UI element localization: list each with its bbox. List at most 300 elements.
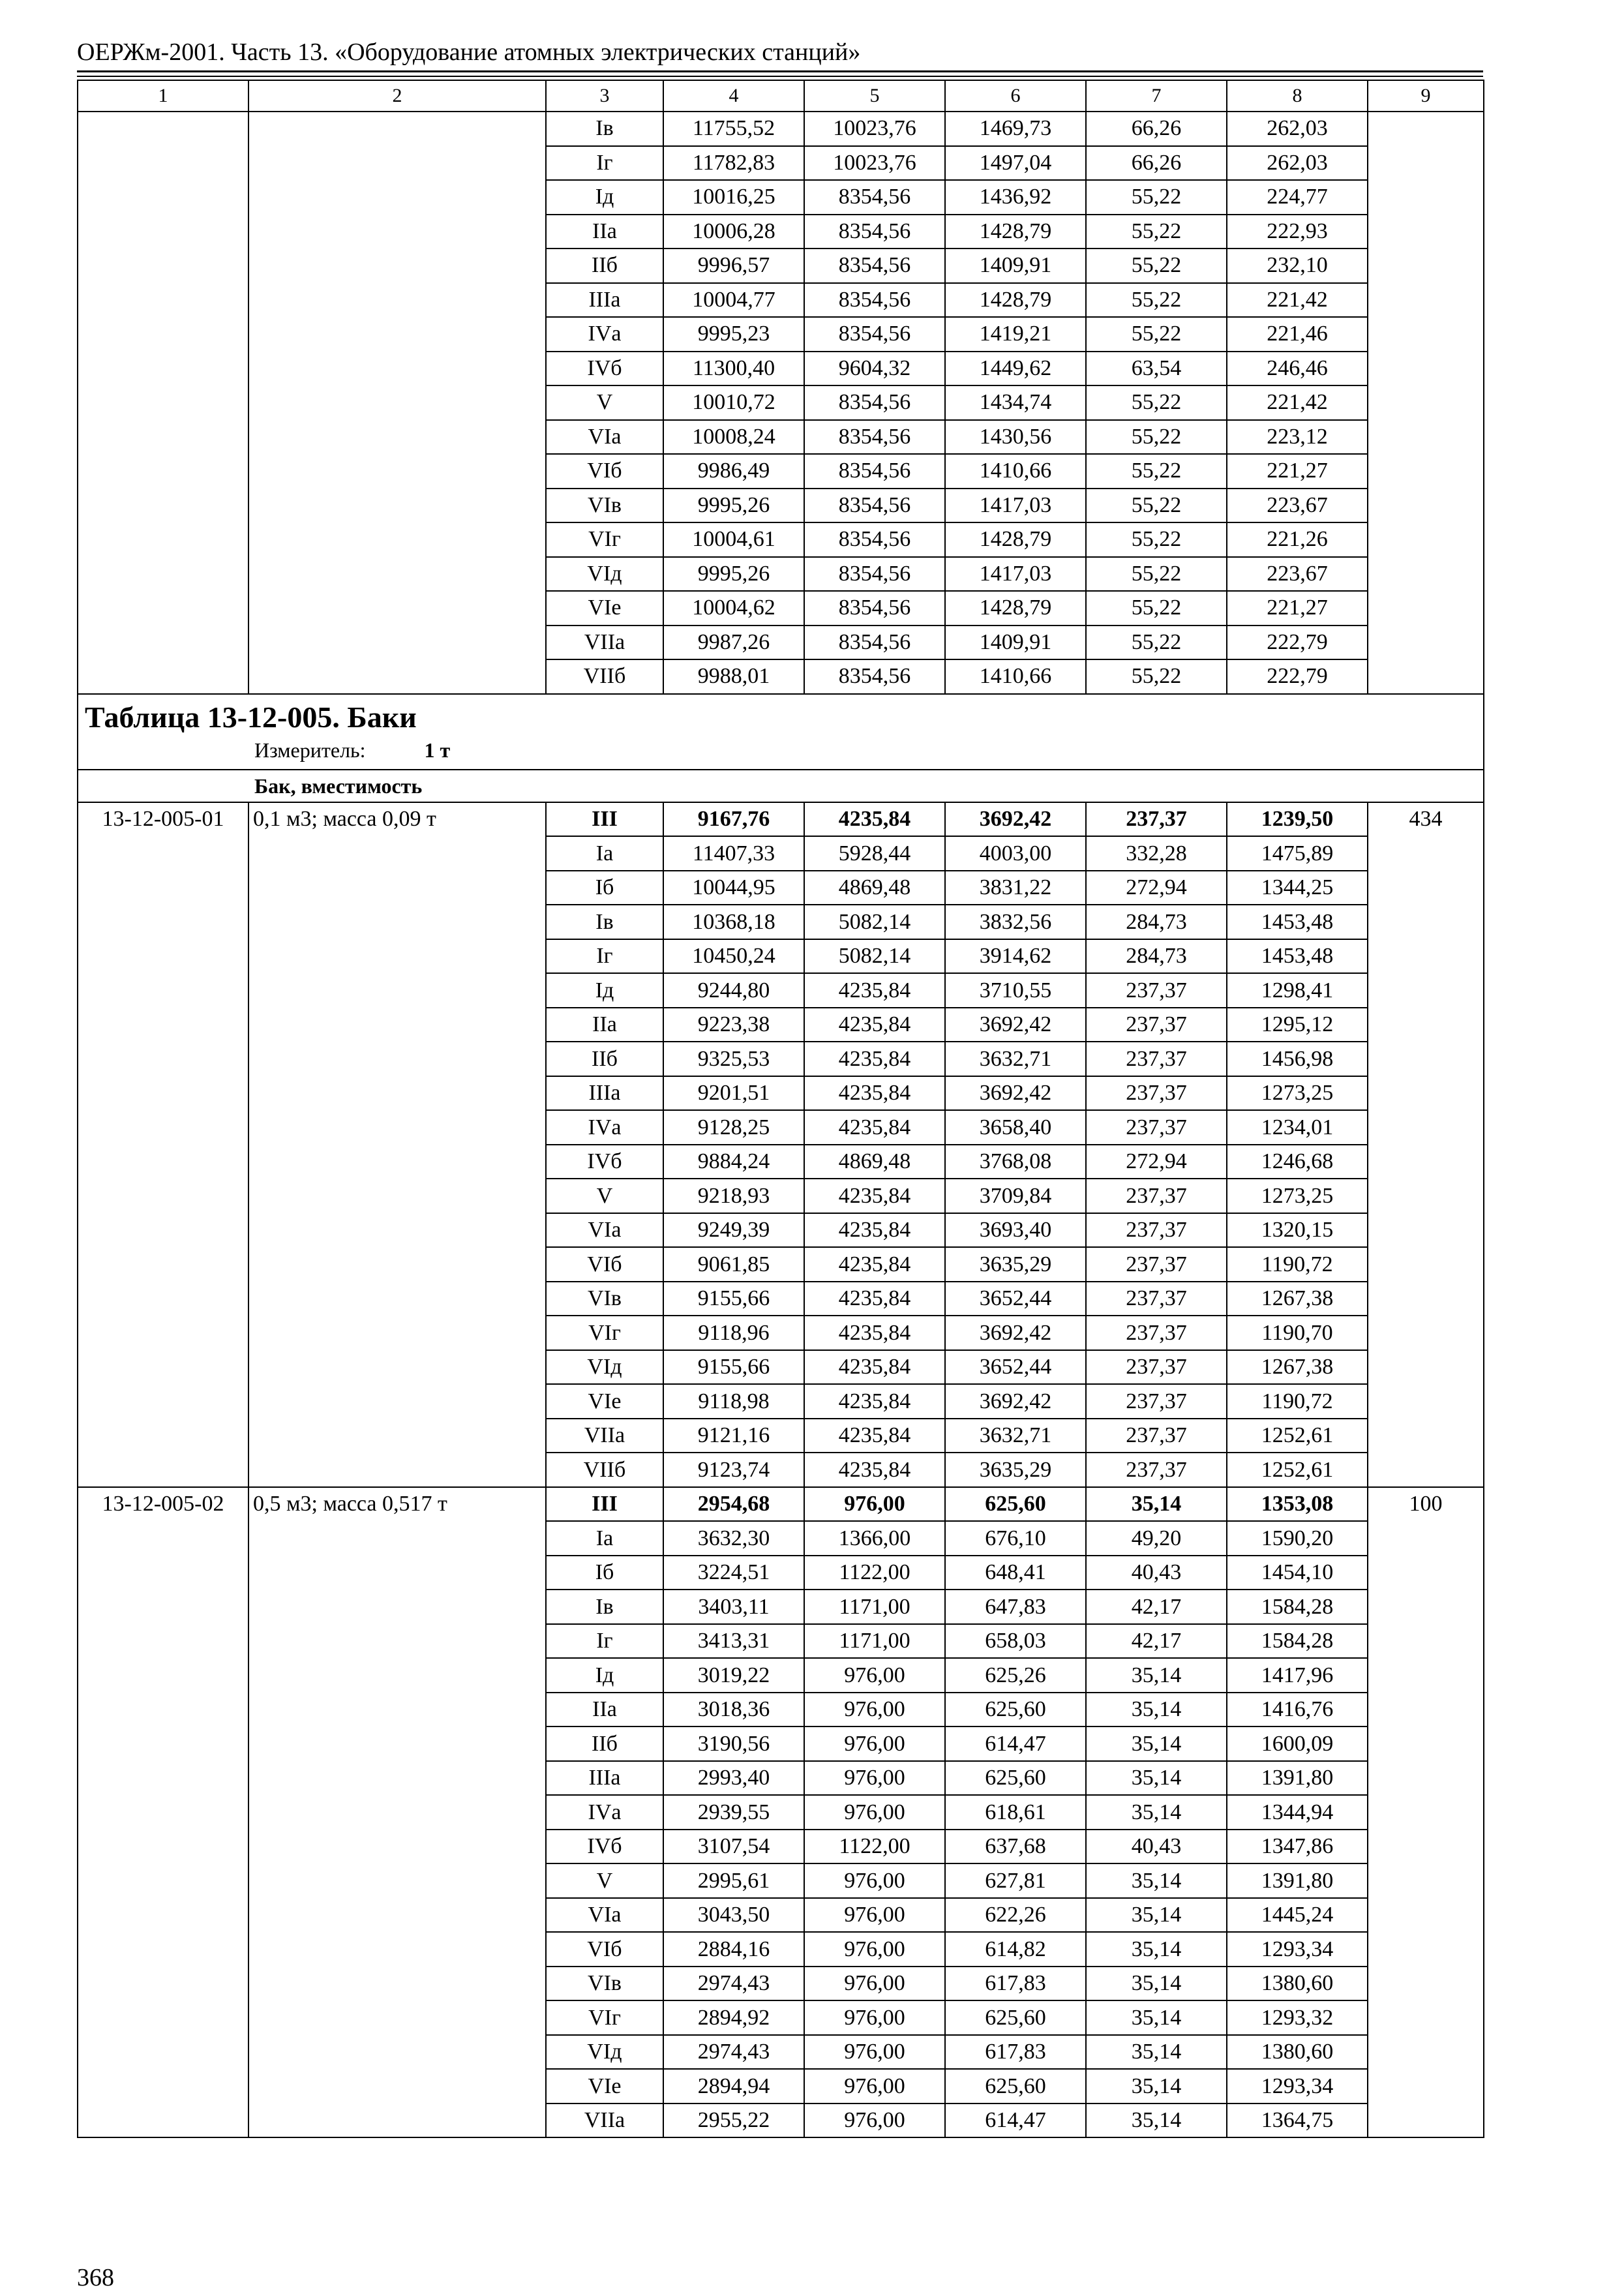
value-cell: 55,22 — [1086, 591, 1227, 626]
value-cell: 9155,66 — [663, 1282, 804, 1316]
value-cell: 1295,12 — [1227, 1008, 1368, 1042]
value-cell: 1600,09 — [1227, 1727, 1368, 1761]
value-cell: 237,37 — [1086, 1042, 1227, 1076]
value-cell: 976,00 — [804, 1932, 945, 1967]
value-cell: 1419,21 — [945, 317, 1086, 352]
value-cell: 35,14 — [1086, 1727, 1227, 1761]
value-cell: 262,03 — [1227, 112, 1368, 146]
column-number: 9 — [1368, 80, 1484, 112]
value-cell: 9061,85 — [663, 1247, 804, 1282]
column-number: 4 — [663, 80, 804, 112]
value-cell: 976,00 — [804, 2069, 945, 2104]
value-cell: 4235,84 — [804, 1282, 945, 1316]
value-cell: 40,43 — [1086, 1556, 1227, 1590]
table-body — [78, 80, 1484, 2137]
zone-cell: Iв — [546, 112, 663, 146]
value-cell: 262,03 — [1227, 146, 1368, 181]
value-cell: 8354,56 — [804, 180, 945, 215]
value-cell: 625,60 — [945, 2069, 1086, 2104]
value-cell: 1416,76 — [1227, 1693, 1368, 1727]
value-cell: 2974,43 — [663, 1967, 804, 2001]
item-col9: 100 — [1368, 1487, 1484, 2138]
value-cell: 1445,24 — [1227, 1898, 1368, 1933]
value-cell: 2995,61 — [663, 1863, 804, 1898]
value-cell: 10004,62 — [663, 591, 804, 626]
value-cell: 3403,11 — [663, 1590, 804, 1624]
value-cell: 1252,61 — [1227, 1453, 1368, 1487]
value-cell: 55,22 — [1086, 522, 1227, 557]
value-cell: 3107,54 — [663, 1830, 804, 1864]
value-cell: 2993,40 — [663, 1761, 804, 1796]
value-cell: 1410,66 — [945, 454, 1086, 489]
value-cell: 1428,79 — [945, 591, 1086, 626]
value-cell: 1391,80 — [1227, 1863, 1368, 1898]
value-cell: 222,93 — [1227, 215, 1368, 249]
value-cell: 11755,52 — [663, 112, 804, 146]
value-cell: 3632,71 — [945, 1419, 1086, 1453]
value-cell: 637,68 — [945, 1830, 1086, 1864]
value-cell: 2974,43 — [663, 2035, 804, 2070]
value-cell: 976,00 — [804, 1658, 945, 1693]
value-cell: 66,26 — [1086, 146, 1227, 181]
value-cell: 2955,22 — [663, 2104, 804, 2138]
value-cell: 3632,30 — [663, 1521, 804, 1556]
value-cell: 1252,61 — [1227, 1419, 1368, 1453]
value-cell: 3692,42 — [945, 1316, 1086, 1350]
value-cell: 1454,10 — [1227, 1556, 1368, 1590]
zone-cell: VIд — [546, 557, 663, 592]
value-cell: 284,73 — [1086, 905, 1227, 939]
value-cell: 237,37 — [1086, 1179, 1227, 1213]
value-cell: 1239,50 — [1227, 802, 1368, 837]
zone-cell: III — [546, 802, 663, 837]
value-cell: 40,43 — [1086, 1830, 1227, 1864]
value-cell: 1353,08 — [1227, 1487, 1368, 1522]
value-cell: 976,00 — [804, 1487, 945, 1522]
zone-cell: VIIа — [546, 1419, 663, 1453]
zone-cell: VIа — [546, 420, 663, 455]
value-cell: 9986,49 — [663, 454, 804, 489]
zone-cell: III — [546, 1487, 663, 1522]
value-cell: 976,00 — [804, 1863, 945, 1898]
value-cell: 1273,25 — [1227, 1076, 1368, 1111]
value-cell: 9244,80 — [663, 973, 804, 1008]
value-cell: 1122,00 — [804, 1830, 945, 1864]
value-cell: 224,77 — [1227, 180, 1368, 215]
value-cell: 3832,56 — [945, 905, 1086, 939]
value-cell: 4235,84 — [804, 802, 945, 837]
value-cell: 1428,79 — [945, 283, 1086, 318]
value-cell: 237,37 — [1086, 1213, 1227, 1248]
value-cell: 222,79 — [1227, 626, 1368, 660]
value-cell: 35,14 — [1086, 1898, 1227, 1933]
header-rule-thin — [77, 76, 1483, 77]
value-cell: 221,42 — [1227, 283, 1368, 318]
value-cell: 3658,40 — [945, 1110, 1086, 1145]
value-cell: 272,94 — [1086, 871, 1227, 905]
value-cell: 625,26 — [945, 1658, 1086, 1693]
value-cell: 55,22 — [1086, 420, 1227, 455]
value-cell: 35,14 — [1086, 1693, 1227, 1727]
zone-cell: IVа — [546, 317, 663, 352]
value-cell: 42,17 — [1086, 1590, 1227, 1624]
value-cell: 9987,26 — [663, 626, 804, 660]
value-cell: 647,83 — [945, 1590, 1086, 1624]
value-cell: 676,10 — [945, 1521, 1086, 1556]
page-number: 368 — [77, 2264, 114, 2291]
value-cell: 237,37 — [1086, 1282, 1227, 1316]
zone-cell: V — [546, 385, 663, 420]
zone-cell: VIIб — [546, 659, 663, 694]
value-cell: 1428,79 — [945, 215, 1086, 249]
empty-col9-cell — [1368, 112, 1484, 694]
value-cell: 9201,51 — [663, 1076, 804, 1111]
value-cell: 9996,57 — [663, 249, 804, 283]
zone-cell: IIа — [546, 1008, 663, 1042]
value-cell: 3768,08 — [945, 1145, 1086, 1179]
section-header-row — [78, 694, 1484, 770]
zone-cell: Iд — [546, 180, 663, 215]
value-cell: 237,37 — [1086, 802, 1227, 837]
item-col9: 434 — [1368, 802, 1484, 1487]
value-cell: 3635,29 — [945, 1247, 1086, 1282]
value-cell: 221,27 — [1227, 454, 1368, 489]
value-cell: 4235,84 — [804, 973, 945, 1008]
value-cell: 9223,38 — [663, 1008, 804, 1042]
zone-cell: Iд — [546, 973, 663, 1008]
value-cell: 63,54 — [1086, 352, 1227, 386]
value-cell: 9995,26 — [663, 489, 804, 523]
value-cell: 1453,48 — [1227, 905, 1368, 939]
value-cell: 10023,76 — [804, 146, 945, 181]
value-cell: 618,61 — [945, 1795, 1086, 1830]
value-cell: 9249,39 — [663, 1213, 804, 1248]
value-cell: 2939,55 — [663, 1795, 804, 1830]
value-cell: 625,60 — [945, 1693, 1086, 1727]
value-cell: 3652,44 — [945, 1350, 1086, 1385]
value-cell: 3692,42 — [945, 802, 1086, 837]
value-cell: 4235,84 — [804, 1213, 945, 1248]
value-cell: 237,37 — [1086, 1247, 1227, 1282]
zone-cell: VIе — [546, 591, 663, 626]
value-cell: 4235,84 — [804, 1042, 945, 1076]
value-cell: 976,00 — [804, 1898, 945, 1933]
value-cell: 4235,84 — [804, 1179, 945, 1213]
zone-cell: Iг — [546, 146, 663, 181]
value-cell: 9604,32 — [804, 352, 945, 386]
value-cell: 55,22 — [1086, 489, 1227, 523]
value-cell: 3190,56 — [663, 1727, 804, 1761]
value-cell: 8354,56 — [804, 454, 945, 489]
zone-cell: V — [546, 1863, 663, 1898]
value-cell: 223,12 — [1227, 420, 1368, 455]
value-cell: 9995,23 — [663, 317, 804, 352]
value-cell: 35,14 — [1086, 2069, 1227, 2104]
value-cell: 35,14 — [1086, 2104, 1227, 2138]
value-cell: 221,42 — [1227, 385, 1368, 420]
zone-cell: VIд — [546, 1350, 663, 1385]
value-cell: 976,00 — [804, 1727, 945, 1761]
value-cell: 9325,53 — [663, 1042, 804, 1076]
value-cell: 1234,01 — [1227, 1110, 1368, 1145]
value-cell: 648,41 — [945, 1556, 1086, 1590]
value-cell: 2894,94 — [663, 2069, 804, 2104]
value-cell: 1430,56 — [945, 420, 1086, 455]
value-cell: 222,79 — [1227, 659, 1368, 694]
zone-cell: VIг — [546, 522, 663, 557]
item-code: 13-12-005-02 — [78, 1487, 248, 2138]
value-cell: 625,60 — [945, 1487, 1086, 1522]
zone-cell: IIIа — [546, 1076, 663, 1111]
value-cell: 4235,84 — [804, 1008, 945, 1042]
value-cell: 3635,29 — [945, 1453, 1086, 1487]
value-cell: 1380,60 — [1227, 2035, 1368, 2070]
value-cell: 1122,00 — [804, 1556, 945, 1590]
item-name: 0,1 м3; масса 0,09 т — [248, 802, 546, 1487]
value-cell: 4869,48 — [804, 1145, 945, 1179]
value-cell: 1584,28 — [1227, 1624, 1368, 1659]
value-cell: 1190,72 — [1227, 1384, 1368, 1419]
value-cell: 976,00 — [804, 2000, 945, 2035]
value-cell: 3692,42 — [945, 1008, 1086, 1042]
value-cell: 35,14 — [1086, 1795, 1227, 1830]
value-cell: 9988,01 — [663, 659, 804, 694]
zone-cell: IIб — [546, 1042, 663, 1076]
value-cell: 9118,98 — [663, 1384, 804, 1419]
zone-cell: Iб — [546, 871, 663, 905]
zone-cell: Iд — [546, 1658, 663, 1693]
value-cell: 3914,62 — [945, 939, 1086, 974]
value-cell: 10450,24 — [663, 939, 804, 974]
value-cell: 246,46 — [1227, 352, 1368, 386]
value-cell: 1590,20 — [1227, 1521, 1368, 1556]
value-cell: 35,14 — [1086, 2000, 1227, 2035]
value-cell: 35,14 — [1086, 1658, 1227, 1693]
table-title: Таблица 13-12-005. Баки — [85, 700, 417, 734]
value-cell: 2884,16 — [663, 1932, 804, 1967]
value-cell: 9167,76 — [663, 802, 804, 837]
zone-cell: VIв — [546, 1282, 663, 1316]
value-cell: 8354,56 — [804, 591, 945, 626]
zone-cell: IIIа — [546, 1761, 663, 1796]
zone-cell: IIа — [546, 1693, 663, 1727]
value-cell: 3632,71 — [945, 1042, 1086, 1076]
zone-cell: VIв — [546, 1967, 663, 2001]
value-cell: 221,26 — [1227, 522, 1368, 557]
item-code: 13-12-005-01 — [78, 802, 248, 1487]
value-cell: 625,60 — [945, 2000, 1086, 2035]
value-cell: 1273,25 — [1227, 1179, 1368, 1213]
value-cell: 976,00 — [804, 2035, 945, 2070]
value-cell: 8354,56 — [804, 420, 945, 455]
value-cell: 1436,92 — [945, 180, 1086, 215]
column-number: 8 — [1227, 80, 1368, 112]
value-cell: 35,14 — [1086, 1932, 1227, 1967]
value-cell: 10004,61 — [663, 522, 804, 557]
value-cell: 3043,50 — [663, 1898, 804, 1933]
value-cell: 4235,84 — [804, 1076, 945, 1111]
value-cell: 66,26 — [1086, 112, 1227, 146]
value-cell: 4235,84 — [804, 1316, 945, 1350]
value-cell: 3018,36 — [663, 1693, 804, 1727]
value-cell: 237,37 — [1086, 973, 1227, 1008]
zone-cell: IVб — [546, 352, 663, 386]
empty-name-cell — [248, 112, 546, 694]
zone-cell: VIг — [546, 2000, 663, 2035]
subheading-row — [78, 770, 1484, 802]
value-cell: 1171,00 — [804, 1624, 945, 1659]
value-cell: 5082,14 — [804, 939, 945, 974]
value-cell: 4003,00 — [945, 836, 1086, 871]
value-cell: 10008,24 — [663, 420, 804, 455]
value-cell: 8354,56 — [804, 626, 945, 660]
value-cell: 8354,56 — [804, 215, 945, 249]
value-cell: 10023,76 — [804, 112, 945, 146]
zone-cell: Iг — [546, 1624, 663, 1659]
value-cell: 223,67 — [1227, 489, 1368, 523]
value-cell: 11300,40 — [663, 352, 804, 386]
table-row — [78, 112, 1484, 146]
value-cell: 3413,31 — [663, 1624, 804, 1659]
value-cell: 10004,77 — [663, 283, 804, 318]
value-cell: 8354,56 — [804, 659, 945, 694]
value-cell: 658,03 — [945, 1624, 1086, 1659]
value-cell: 1497,04 — [945, 146, 1086, 181]
value-cell: 42,17 — [1086, 1624, 1227, 1659]
zone-cell: VIд — [546, 2035, 663, 2070]
value-cell: 1409,91 — [945, 626, 1086, 660]
zone-cell: VIIа — [546, 626, 663, 660]
value-cell: 332,28 — [1086, 836, 1227, 871]
column-number: 2 — [248, 80, 546, 112]
value-cell: 10006,28 — [663, 215, 804, 249]
value-cell: 4235,84 — [804, 1453, 945, 1487]
measure-unit: 1 т — [424, 738, 451, 762]
value-cell: 221,27 — [1227, 591, 1368, 626]
value-cell: 1475,89 — [1227, 836, 1368, 871]
value-cell: 8354,56 — [804, 489, 945, 523]
value-cell: 1380,60 — [1227, 1967, 1368, 2001]
value-cell: 3831,22 — [945, 871, 1086, 905]
value-cell: 1391,80 — [1227, 1761, 1368, 1796]
value-cell: 1453,48 — [1227, 939, 1368, 974]
value-cell: 9121,16 — [663, 1419, 804, 1453]
value-cell: 8354,56 — [804, 557, 945, 592]
value-cell: 1409,91 — [945, 249, 1086, 283]
value-cell: 237,37 — [1086, 1384, 1227, 1419]
zone-cell: VIIа — [546, 2104, 663, 2138]
value-cell: 627,81 — [945, 1863, 1086, 1898]
value-cell: 5928,44 — [804, 836, 945, 871]
value-cell: 614,47 — [945, 1727, 1086, 1761]
value-cell: 9218,93 — [663, 1179, 804, 1213]
zone-cell: IVа — [546, 1795, 663, 1830]
subheading: Бак, вместимость — [78, 770, 1484, 802]
value-cell: 976,00 — [804, 1693, 945, 1727]
value-cell: 976,00 — [804, 1761, 945, 1796]
value-cell: 617,83 — [945, 2035, 1086, 2070]
value-cell: 55,22 — [1086, 385, 1227, 420]
value-cell: 1456,98 — [1227, 1042, 1368, 1076]
value-cell: 976,00 — [804, 2104, 945, 2138]
value-cell: 3652,44 — [945, 1282, 1086, 1316]
zone-cell: IIб — [546, 249, 663, 283]
value-cell: 232,10 — [1227, 249, 1368, 283]
zone-cell: IIIа — [546, 283, 663, 318]
column-number: 7 — [1086, 80, 1227, 112]
value-cell: 625,60 — [945, 1761, 1086, 1796]
zone-cell: VIг — [546, 1316, 663, 1350]
value-cell: 9155,66 — [663, 1350, 804, 1385]
value-cell: 614,82 — [945, 1932, 1086, 1967]
zone-cell: VIе — [546, 1384, 663, 1419]
zone-cell: VIе — [546, 2069, 663, 2104]
value-cell: 55,22 — [1086, 249, 1227, 283]
zone-cell: IIб — [546, 1727, 663, 1761]
value-cell: 3709,84 — [945, 1179, 1086, 1213]
value-cell: 237,37 — [1086, 1316, 1227, 1350]
value-cell: 237,37 — [1086, 1110, 1227, 1145]
zone-cell: VIIб — [546, 1453, 663, 1487]
value-cell: 1298,41 — [1227, 973, 1368, 1008]
value-cell: 1347,86 — [1227, 1830, 1368, 1864]
value-cell: 10016,25 — [663, 180, 804, 215]
value-cell: 622,26 — [945, 1898, 1086, 1933]
value-cell: 2894,92 — [663, 2000, 804, 2035]
value-cell: 614,47 — [945, 2104, 1086, 2138]
value-cell: 55,22 — [1086, 454, 1227, 489]
value-cell: 221,46 — [1227, 317, 1368, 352]
value-cell: 1344,25 — [1227, 871, 1368, 905]
value-cell: 11782,83 — [663, 146, 804, 181]
zone-cell: Iв — [546, 905, 663, 939]
value-cell: 1449,62 — [945, 352, 1086, 386]
value-cell: 1417,03 — [945, 557, 1086, 592]
value-cell: 9123,74 — [663, 1453, 804, 1487]
value-cell: 237,37 — [1086, 1419, 1227, 1453]
column-number: 1 — [78, 80, 248, 112]
value-cell: 4235,84 — [804, 1384, 945, 1419]
column-number: 6 — [945, 80, 1086, 112]
zone-cell: IVб — [546, 1145, 663, 1179]
value-cell: 4235,84 — [804, 1350, 945, 1385]
value-cell: 9118,96 — [663, 1316, 804, 1350]
header-rule — [77, 70, 1483, 72]
value-cell: 55,22 — [1086, 317, 1227, 352]
value-cell: 55,22 — [1086, 659, 1227, 694]
zone-cell: Iб — [546, 1556, 663, 1590]
zone-cell: Iа — [546, 836, 663, 871]
value-cell: 9128,25 — [663, 1110, 804, 1145]
value-cell: 237,37 — [1086, 1453, 1227, 1487]
value-cell: 8354,56 — [804, 385, 945, 420]
value-cell: 976,00 — [804, 1967, 945, 2001]
value-cell: 3692,42 — [945, 1076, 1086, 1111]
value-cell: 55,22 — [1086, 180, 1227, 215]
value-cell: 2954,68 — [663, 1487, 804, 1522]
value-cell: 1293,32 — [1227, 2000, 1368, 2035]
value-cell: 4235,84 — [804, 1247, 945, 1282]
zone-cell: VIв — [546, 489, 663, 523]
value-cell: 8354,56 — [804, 283, 945, 318]
value-cell: 976,00 — [804, 1795, 945, 1830]
zone-cell: IVб — [546, 1830, 663, 1864]
value-cell: 55,22 — [1086, 215, 1227, 249]
value-cell: 237,37 — [1086, 1350, 1227, 1385]
value-cell: 1366,00 — [804, 1521, 945, 1556]
empty-code-cell — [78, 112, 248, 694]
column-number: 3 — [546, 80, 663, 112]
